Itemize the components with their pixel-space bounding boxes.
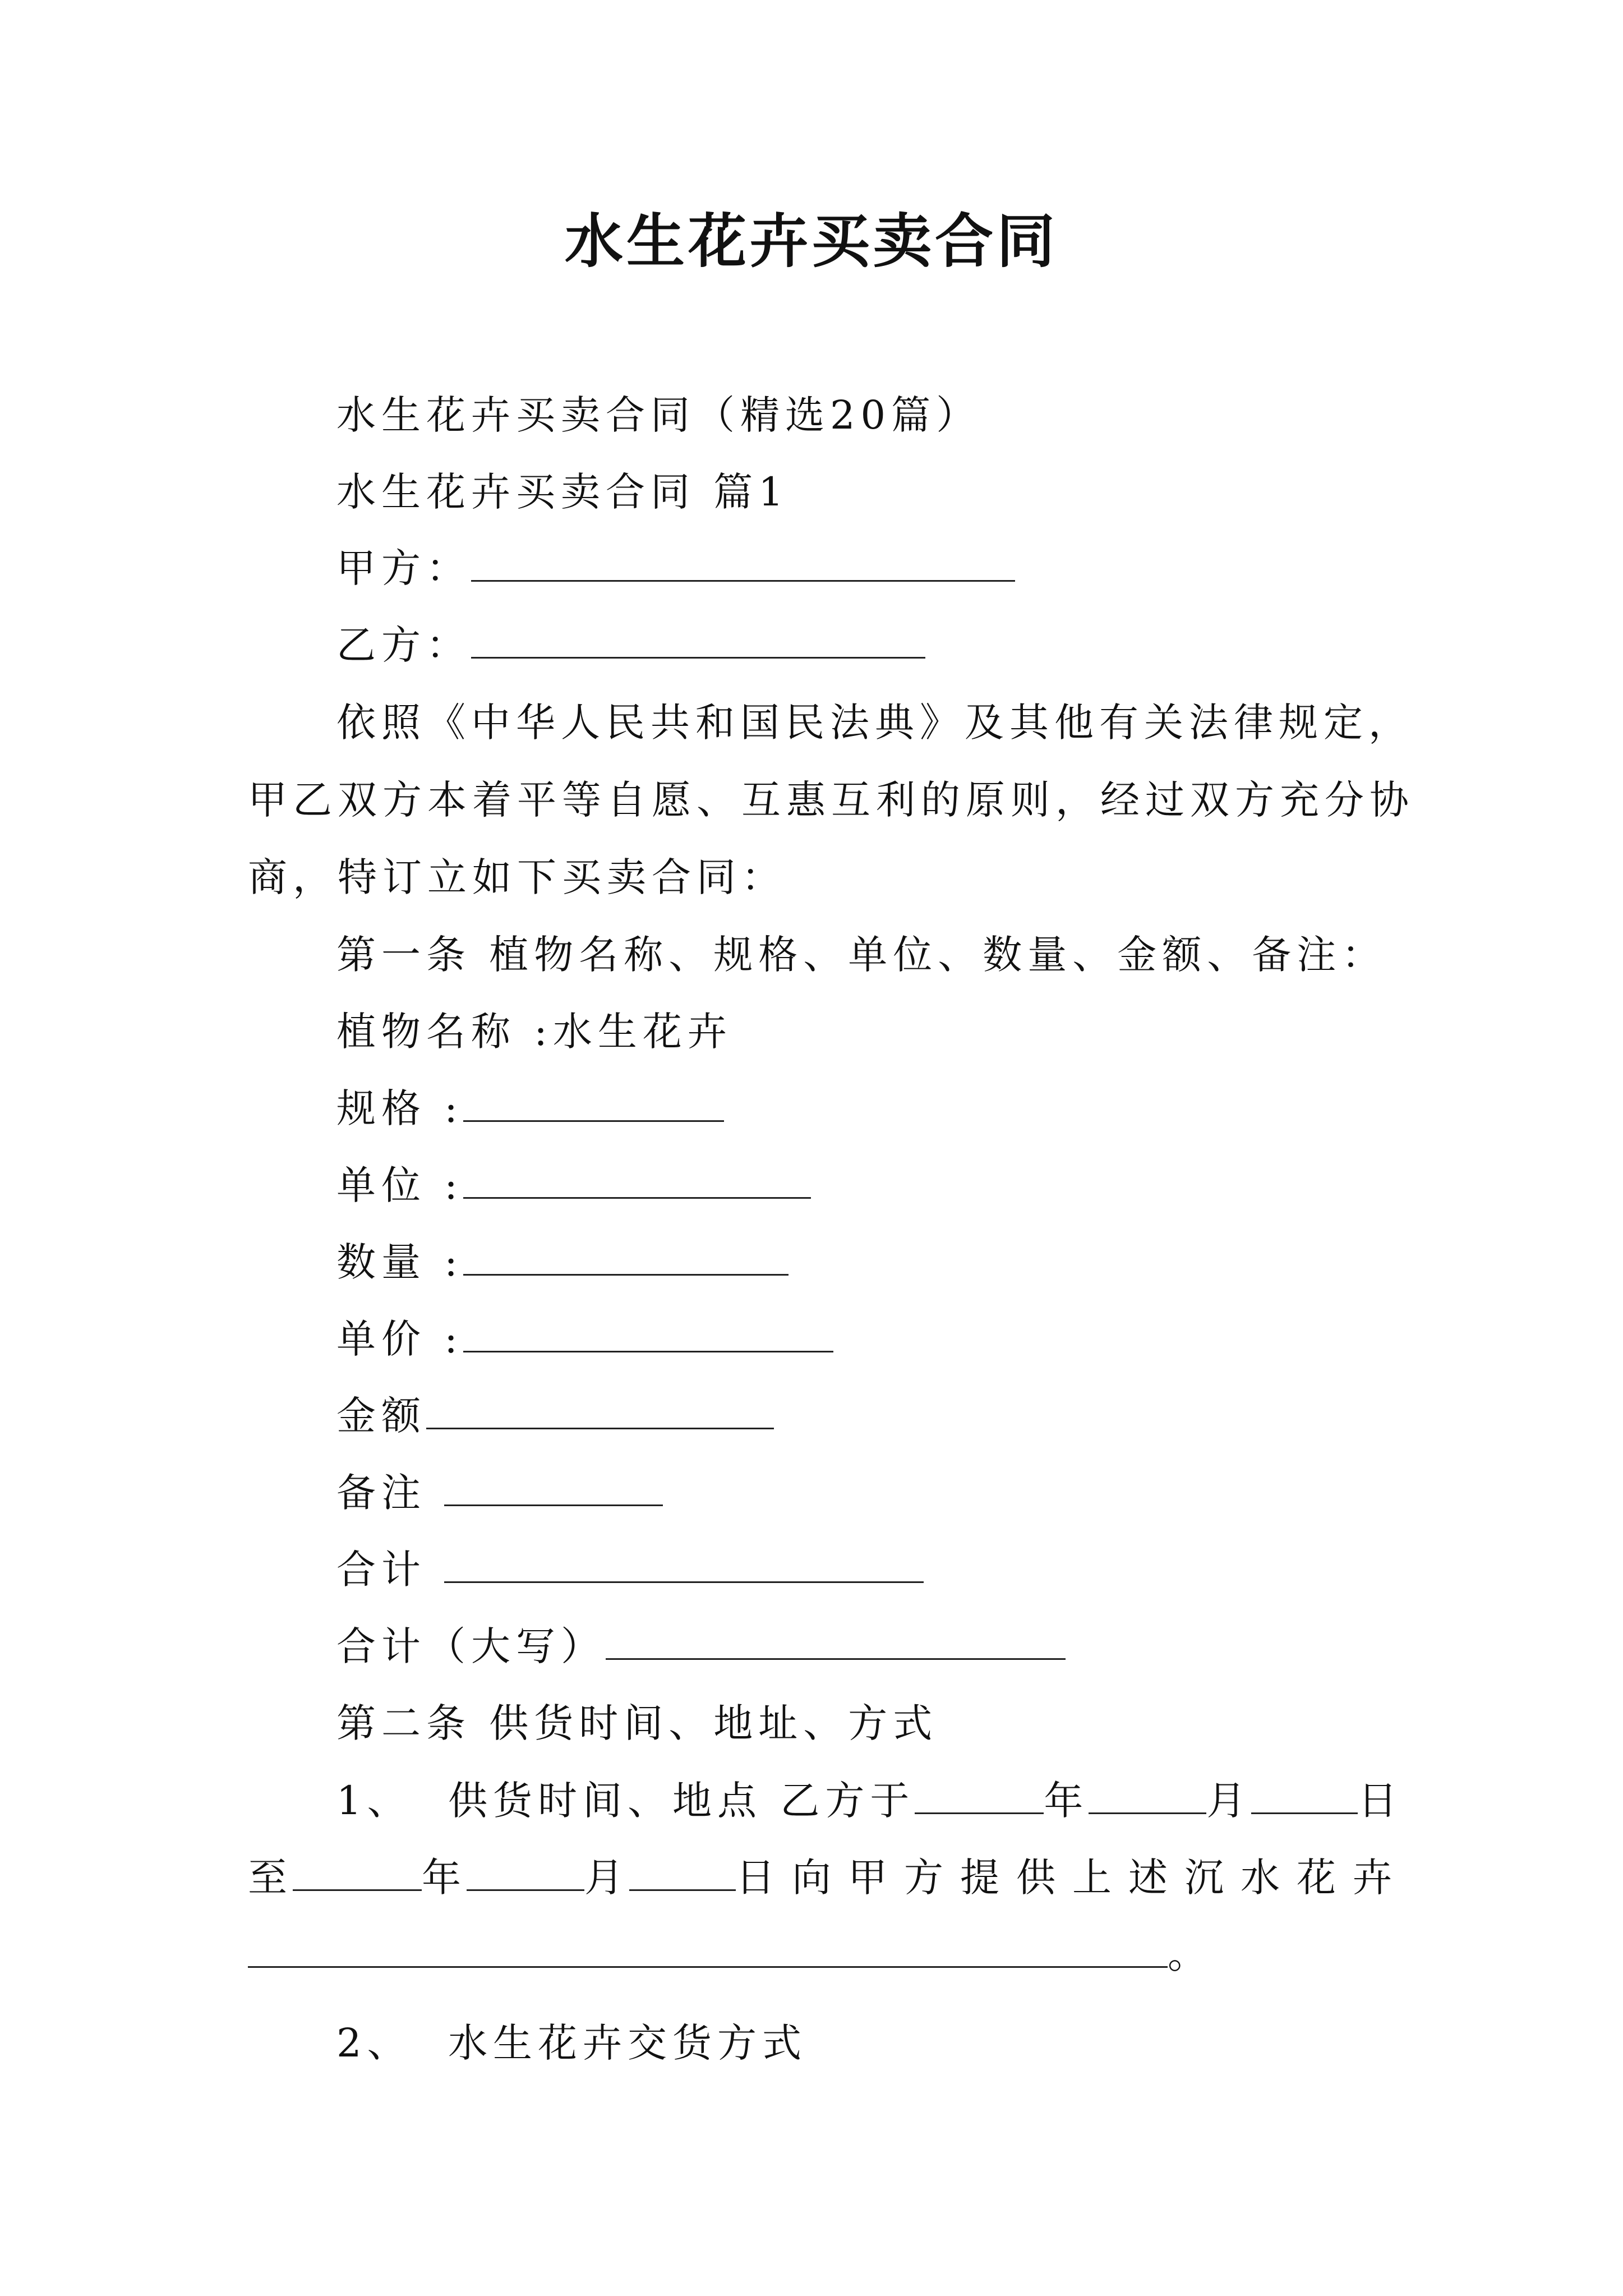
document-title: 水生花卉买卖合同 bbox=[564, 206, 1058, 275]
end-year-label: 年 bbox=[422, 1855, 467, 1901]
end-month-label: 月 bbox=[584, 1855, 629, 1901]
intro-line-1: 依照《中华人民共和国民法典》及其他有关法律规定， bbox=[336, 700, 1413, 746]
total-label: 合计 bbox=[336, 1547, 426, 1593]
unit-blank[interactable] bbox=[463, 1163, 811, 1199]
intro-line-2: 甲乙双方本着平等自愿、互惠互利的原则，经过双方充分协 bbox=[248, 777, 1414, 823]
party-b-line bbox=[336, 617, 925, 673]
section-heading: 水生花卉买卖合同 篇1 bbox=[336, 469, 789, 515]
article-1-heading: 第一条 植物名称、规格、单位、数量、金额、备注： bbox=[336, 932, 1387, 978]
total-line bbox=[336, 1542, 924, 1598]
spec-blank[interactable] bbox=[463, 1087, 724, 1122]
article-2-heading: 第二条 供货时间、地址、方式 bbox=[336, 1700, 938, 1746]
remark-line bbox=[336, 1465, 663, 1521]
supply-item-text: 供货时间、地点 乙方于 bbox=[448, 1778, 915, 1824]
remark-label: 备注 bbox=[336, 1470, 426, 1516]
supply-time-line-1 bbox=[336, 1773, 1403, 1829]
amount-line bbox=[336, 1388, 774, 1444]
quantity-label: 数量 : bbox=[336, 1239, 463, 1285]
intro-line-3: 商，特订立如下买卖合同： bbox=[248, 854, 786, 900]
party-b-label: 乙方： bbox=[336, 622, 471, 668]
remark-blank[interactable] bbox=[444, 1471, 663, 1506]
start-month-label: 月 bbox=[1206, 1778, 1252, 1824]
delivery-item-number: 2、 bbox=[336, 2020, 412, 2066]
end-month-blank[interactable] bbox=[467, 1856, 584, 1891]
party-a-label: 甲方： bbox=[336, 545, 471, 591]
to-label: 至 bbox=[248, 1855, 293, 1901]
supply-item-number: 1、 bbox=[336, 1778, 412, 1824]
delivery-method-line bbox=[336, 2015, 807, 2071]
quantity-blank[interactable] bbox=[463, 1240, 789, 1276]
total-capital-blank[interactable] bbox=[606, 1625, 1066, 1660]
party-a-line bbox=[336, 540, 1015, 596]
amount-label: 金额 bbox=[336, 1393, 426, 1439]
supply-end-text: 日向甲方提供上述沉水花卉 bbox=[736, 1855, 1409, 1901]
unit-price-blank[interactable] bbox=[463, 1317, 833, 1352]
start-month-blank[interactable] bbox=[1089, 1779, 1206, 1814]
delivery-item-text: 水生花卉交货方式 bbox=[448, 2020, 808, 2066]
supply-location-line bbox=[248, 1926, 1212, 1982]
party-a-blank[interactable] bbox=[471, 546, 1015, 582]
unit-label: 单位 : bbox=[336, 1162, 463, 1208]
end-day-blank[interactable] bbox=[629, 1856, 736, 1891]
unit-line bbox=[336, 1157, 811, 1213]
start-year-label: 年 bbox=[1044, 1778, 1089, 1824]
total-capital-line bbox=[336, 1618, 1066, 1674]
supply-time-line-2 bbox=[248, 1849, 1409, 1906]
spec-label: 规格 : bbox=[336, 1085, 463, 1131]
plant-name-line: 植物名称 :水生花卉 bbox=[336, 1009, 732, 1055]
period: 。 bbox=[1168, 1931, 1212, 1977]
amount-blank[interactable] bbox=[426, 1394, 774, 1429]
start-day-blank[interactable] bbox=[1251, 1779, 1358, 1814]
supply-location-blank[interactable] bbox=[248, 1932, 1168, 1968]
subtitle: 水生花卉买卖合同（精选20篇） bbox=[336, 392, 981, 438]
end-year-blank[interactable] bbox=[293, 1856, 422, 1891]
quantity-line bbox=[336, 1234, 789, 1290]
start-day-label: 日 bbox=[1358, 1778, 1403, 1824]
total-capital-label: 合计（大写） bbox=[336, 1623, 606, 1669]
party-b-blank[interactable] bbox=[471, 623, 925, 659]
spec-line bbox=[336, 1080, 724, 1137]
total-blank[interactable] bbox=[444, 1548, 924, 1583]
unit-price-line bbox=[336, 1311, 833, 1367]
unit-price-label: 单价 : bbox=[336, 1316, 463, 1362]
start-year-blank[interactable] bbox=[915, 1779, 1044, 1814]
